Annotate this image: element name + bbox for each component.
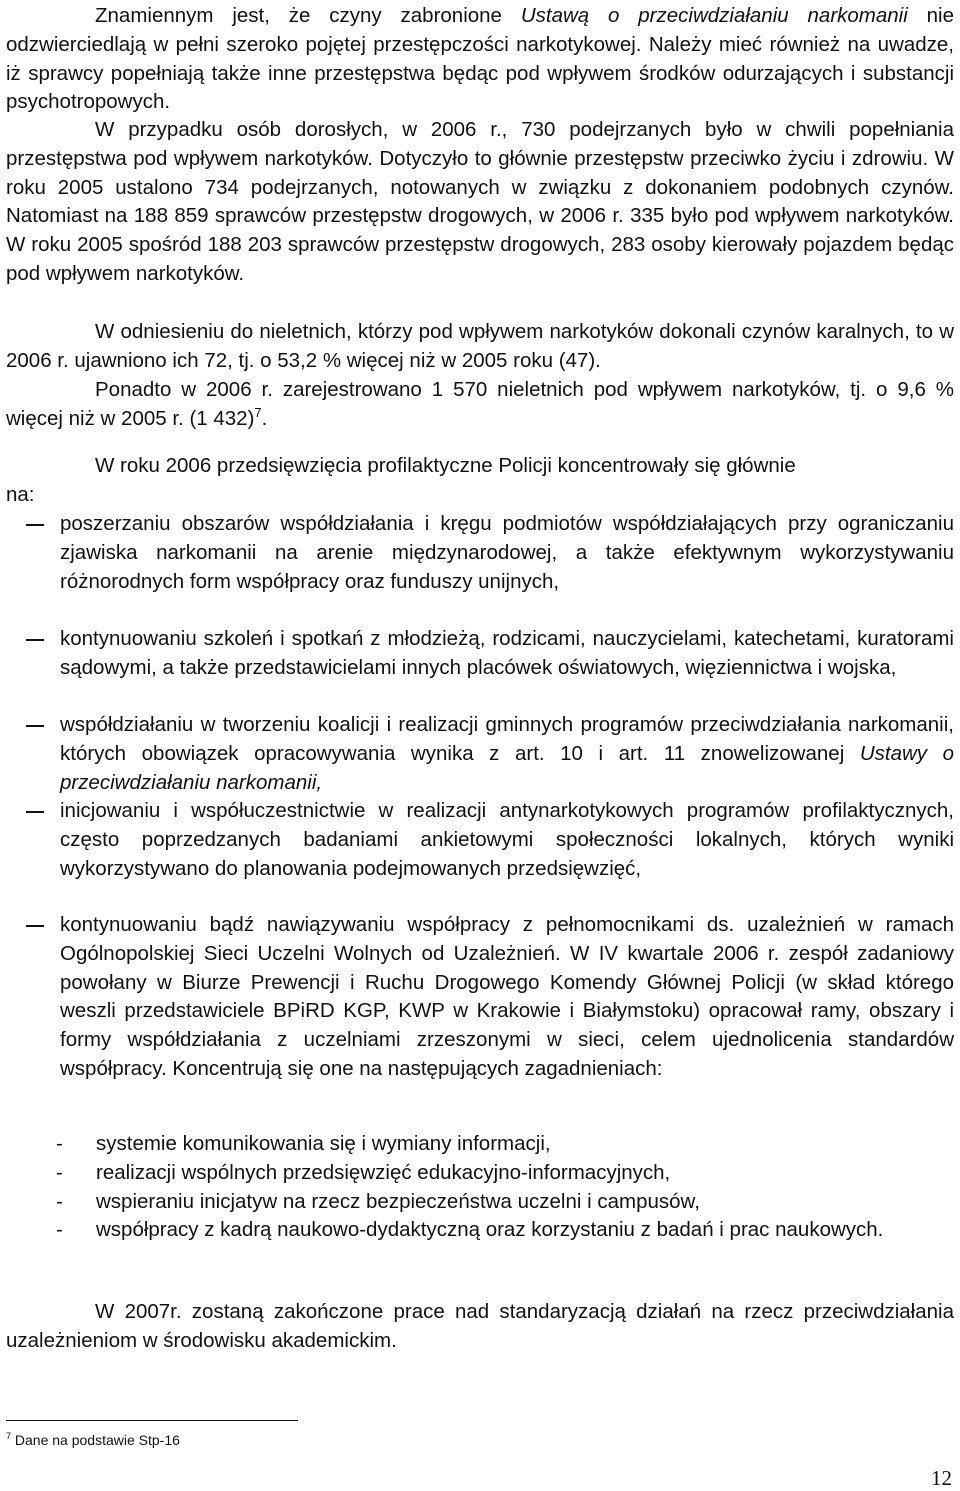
list-item-text: kontynuowaniu szkoleń i spotkań z młodzieżą, rodzicami, nauczycielami, katechetami, kuratorami sądowymi, a także przedstawicielami innych placówek oświatowych, więziennictwa i wojska, — [60, 627, 954, 679]
dash-bullet — [26, 639, 44, 641]
list-item — [6, 797, 954, 883]
list-item-text: poszerzaniu obszarów współdziałania i kręgu podmiotów współdziałających przy ograniczaniu zjawiska narkomanii na arenie międzynarodowej, a także efektywnym wykorzystywaniu różnorodnych form współpracy oraz funduszy unijnych, — [60, 512, 954, 593]
list-item-text: współpracy z kadrą naukowo-dydaktyczną oraz korzystaniu z badań i prac naukowych. — [96, 1218, 884, 1241]
dash-bullet — [26, 811, 44, 813]
paragraph-adults: W przypadku osób dorosłych, w 2006 r., 730 podejrzanych było w chwili popełniania przestępstwa pod wpływem narkotyków. Dotyczyło to głównie przestępstw przeciwko życiu i zdrowiu. W roku 2005 ustalono 734 podejrzanych, notowanych w związku z dokonaniem podobnych czynów. Natomiast na 188 859 sprawców przestępstw drogowych, w 2006 r. 335 było pod wpływem narkotyków. W roku 2005 spośród 188 203 sprawców przestępstw drogowych, 283 osoby kierowały pojazdem będąc pod wpływem narkotyków. — [6, 118, 954, 285]
dash-bullet — [26, 524, 44, 526]
list-item — [6, 510, 954, 596]
paragraph-juveniles: W odniesieniu do nieletnich, którzy pod wpływem narkotyków dokonali czynów karalnych, to w 2006 r. ujawniono ich 72, tj. o 53,2 % więcej niż w 2005 roku (47). — [6, 320, 954, 372]
hyphen-bullet: - — [56, 1132, 63, 1155]
list-item — [6, 911, 954, 1084]
list-item-text-part: współdziałaniu w tworzeniu koalicji i realizacji gminnych programów przeciwdziałania narkomanii, których obowiązek opracowywania wynika z art. 10 i art. 11 znowelizowanej — [60, 713, 954, 765]
paragraph-text: Znamiennym jest, że czyny zabronione — [95, 4, 521, 27]
footnote-number: 7 — [6, 1431, 12, 1441]
act-title: Ustawą o przeciwdziałaniu narkomanii — [520, 4, 908, 27]
list-item — [6, 711, 954, 797]
hyphen-bullet: - — [56, 1190, 63, 1213]
paragraph-prevention-label: na: — [6, 483, 35, 506]
list-item-text: kontynuowaniu bądź nawiązywaniu współpracy z pełnomocnikami ds. uzależnień w ramach Ogólnopolskiej Sieci Uczelni Wolnych od Uzależnień. W IV kwartale 2006 r. zespół zadaniowy powołany w Biurze Prewencji i Ruchu Drogowego Komendy Głównej Policji (w skład którego weszli przedstawiciele BPiRD KGP, KWP w Krakowie i Białymstoku) opracował ramy, obszary i formy współdziałania z uczelniami zrzeszonymi w sieci, celem ujednolicenia standardów współpracy. Koncentrują się one na następujących zagadnieniach: — [60, 913, 954, 1080]
paragraph-juveniles-registered — [6, 376, 954, 434]
list-item-text: wspieraniu inicjatyw na rzecz bezpieczeństwa uczelni i campusów, — [96, 1190, 700, 1213]
list-item — [56, 1159, 954, 1188]
list-item — [56, 1130, 954, 1159]
list-item — [6, 625, 954, 683]
paragraph-prevention-intro: W roku 2006 przedsięwzięcia profilaktyczne Policji koncentrowały się głównie — [95, 454, 796, 477]
paragraph-text: nie odzwierciedlają w pełni szeroko pojętej przestępczości narkotykowej. Należy mieć również na uwadze, iż sprawcy popełniają także inne przestępstwa będąc pod wpływem środków odurzających i substancji psychotropowych. — [6, 4, 954, 114]
dash-bullet — [26, 925, 44, 927]
hyphen-bullet: - — [56, 1218, 63, 1241]
paragraph-closing: W 2007r. zostaną zakończone prace nad standaryzacją działań na rzecz przeciwdziałania uzależnieniom w środowisku akademickim. — [6, 1300, 954, 1352]
act-title: Ustawy o przeciwdziałaniu narkomanii, — [60, 741, 954, 794]
paragraph-text: Ponadto w 2006 r. zarejestrowano 1 570 nieletnich pod wpływem narkotyków, tj. o 9,6 % więcej niż w 2005 r. (1 432) — [6, 378, 954, 430]
footnote-text: Dane na podstawie Stp-16 — [11, 1432, 180, 1448]
list-item-text: realizacji wspólnych przedsięwzięć edukacyjno-informacyjnych, — [96, 1161, 671, 1184]
footnote — [6, 1430, 180, 1450]
list-item — [56, 1188, 954, 1217]
list-item-text: systemie komunikowania się i wymiany informacji, — [96, 1132, 551, 1155]
footnote-divider — [6, 1420, 298, 1421]
list-item — [56, 1216, 954, 1245]
paragraph-end: . — [261, 406, 268, 430]
list-item-text — [60, 711, 954, 797]
dash-bullet — [26, 725, 44, 727]
hyphen-bullet: - — [56, 1161, 63, 1184]
footnote-reference[interactable]: 7 — [254, 404, 262, 420]
paragraph-narcotics-offences — [6, 2, 954, 117]
page-number: 12 — [931, 1466, 952, 1490]
list-item-text: inicjowaniu i współuczestnictwie w realizacji antynarkotykowych programów profilaktycznych, często poprzedzanych badaniami ankietowymi społeczności lokalnych, których wyniki wykorzystywano do planowania podejmowanych przedsięwzięć, — [60, 799, 954, 880]
